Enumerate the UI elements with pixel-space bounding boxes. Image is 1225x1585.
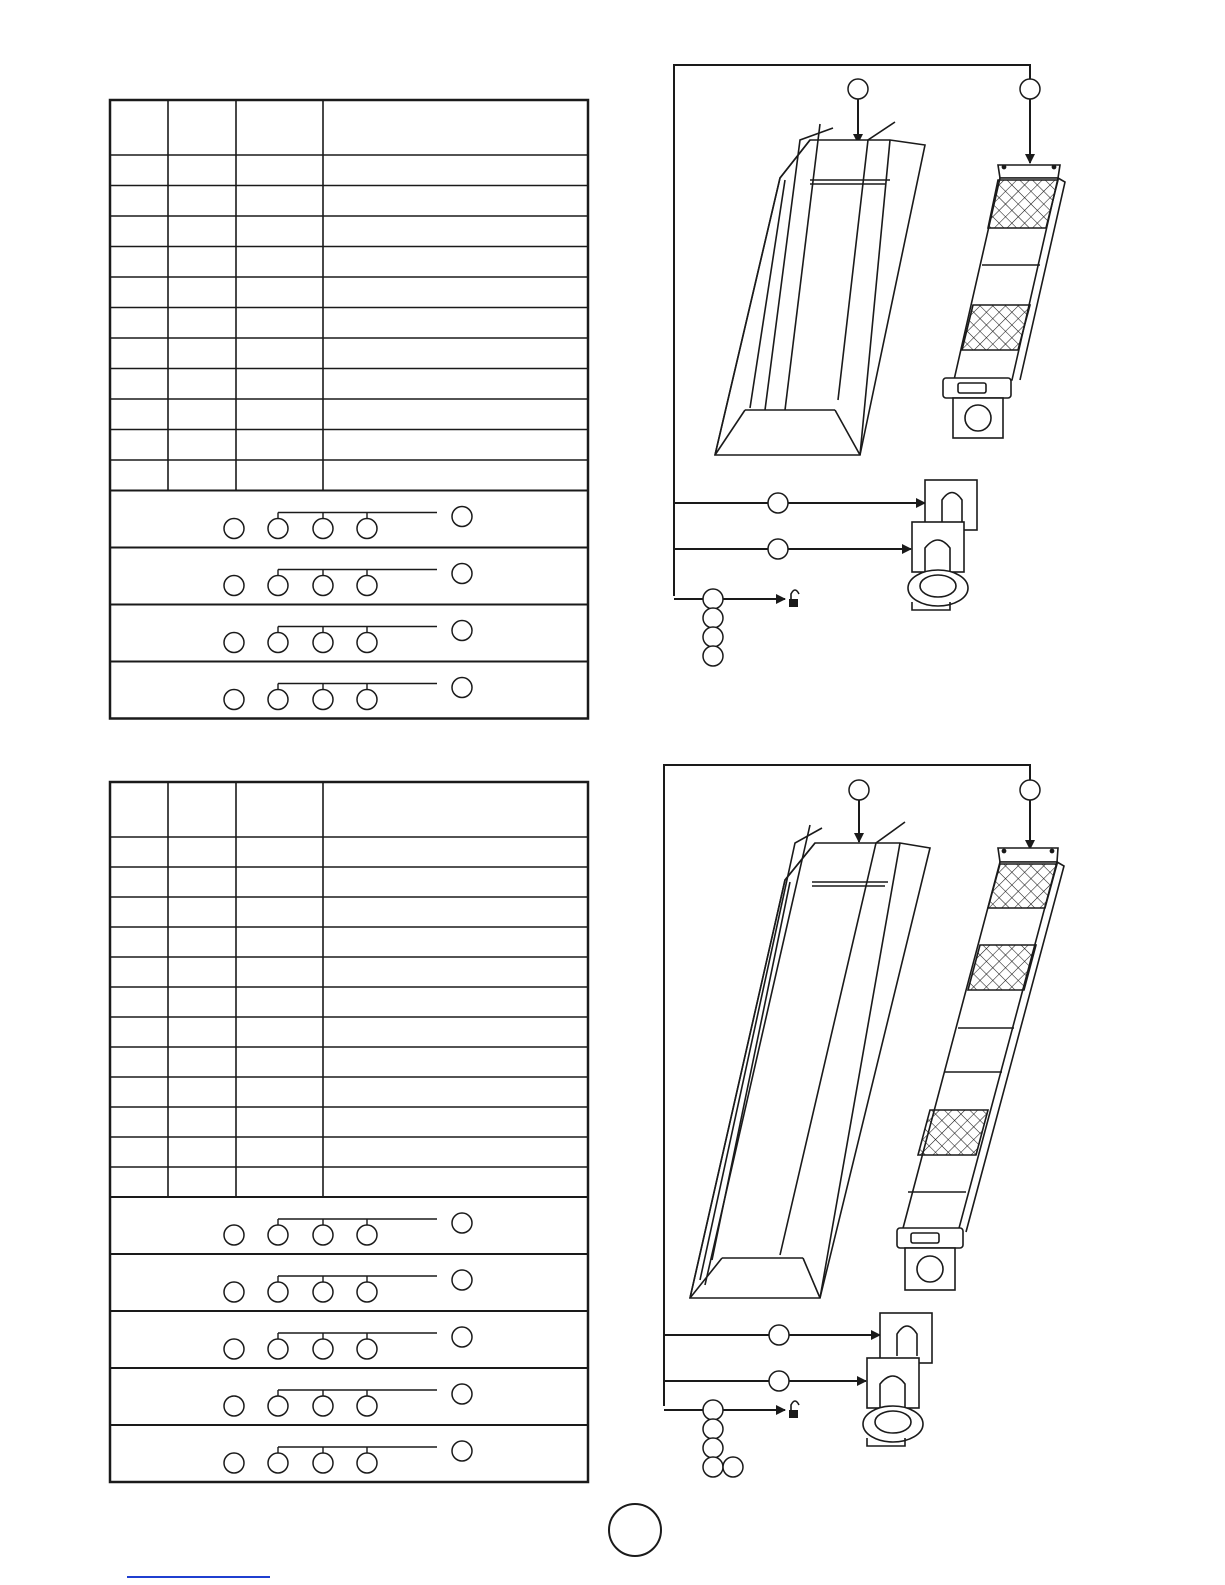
unlocked-padlock-icon <box>789 1401 799 1418</box>
heat-exchanger-tray <box>690 822 930 1298</box>
callout-circle <box>313 576 333 596</box>
callout-circle <box>357 1396 377 1416</box>
page-number-circle <box>609 1504 661 1556</box>
callout-circle <box>224 1453 244 1473</box>
callout-circle <box>268 1339 288 1359</box>
figure-lower <box>664 765 1064 1477</box>
callout-circle <box>224 1339 244 1359</box>
callout-circle <box>224 519 244 539</box>
callout-circle <box>268 690 288 710</box>
callout-circle <box>357 1225 377 1245</box>
callout-circle <box>224 633 244 653</box>
burner-assembly <box>943 165 1065 438</box>
callout-circle <box>452 1384 472 1404</box>
callout-circle <box>313 1396 333 1416</box>
callout-circle <box>357 1282 377 1302</box>
callout-circle <box>768 539 788 559</box>
callout-circle <box>268 1225 288 1245</box>
callout-circle <box>769 1325 789 1345</box>
callout-circle <box>357 519 377 539</box>
callout-circle <box>452 621 472 641</box>
unlocked-padlock-icon <box>789 590 799 607</box>
footer-link[interactable] <box>127 1576 270 1578</box>
callout-circle <box>313 690 333 710</box>
callout-circle <box>224 690 244 710</box>
burner-assembly <box>897 848 1064 1290</box>
callout-circle <box>452 507 472 527</box>
callout-circle <box>848 79 868 99</box>
callout-circle <box>357 690 377 710</box>
callout-circle <box>268 519 288 539</box>
callout-circle <box>452 1441 472 1461</box>
callout-circle <box>268 1396 288 1416</box>
callout-circle <box>268 1453 288 1473</box>
parts-table-upper <box>110 100 588 719</box>
callout-circle <box>313 519 333 539</box>
callout-circle <box>313 633 333 653</box>
callout-circle <box>769 1371 789 1391</box>
callout-circle <box>224 1225 244 1245</box>
callout-circle <box>313 1339 333 1359</box>
callout-circle <box>452 564 472 584</box>
callout-circle <box>268 1282 288 1302</box>
callout-circle <box>849 780 869 800</box>
callout-circle <box>357 576 377 596</box>
figure-upper <box>674 65 1065 666</box>
heat-exchanger-tray <box>715 122 925 455</box>
callout-circle <box>1020 79 1040 99</box>
callout-stack <box>703 1400 743 1477</box>
table-frame <box>110 100 588 719</box>
callout-circle <box>357 633 377 653</box>
callout-circle <box>1020 780 1040 800</box>
callout-circle <box>313 1282 333 1302</box>
callout-circle <box>452 1270 472 1290</box>
callout-stack <box>703 589 723 666</box>
callout-circle <box>452 1213 472 1233</box>
callout-circle <box>357 1339 377 1359</box>
callout-circle <box>768 493 788 513</box>
callout-circle <box>268 576 288 596</box>
callout-circle <box>313 1225 333 1245</box>
parts-table-lower <box>110 782 588 1482</box>
callout-circle <box>268 633 288 653</box>
callout-circle <box>452 678 472 698</box>
callout-circle <box>224 1396 244 1416</box>
callout-circle <box>224 576 244 596</box>
callout-circle <box>357 1453 377 1473</box>
callout-circle <box>452 1327 472 1347</box>
callout-circle <box>224 1282 244 1302</box>
table-frame <box>110 782 588 1482</box>
gas-valve-assembly <box>908 480 977 610</box>
callout-circle <box>313 1453 333 1473</box>
gas-valve-assembly <box>863 1313 932 1446</box>
